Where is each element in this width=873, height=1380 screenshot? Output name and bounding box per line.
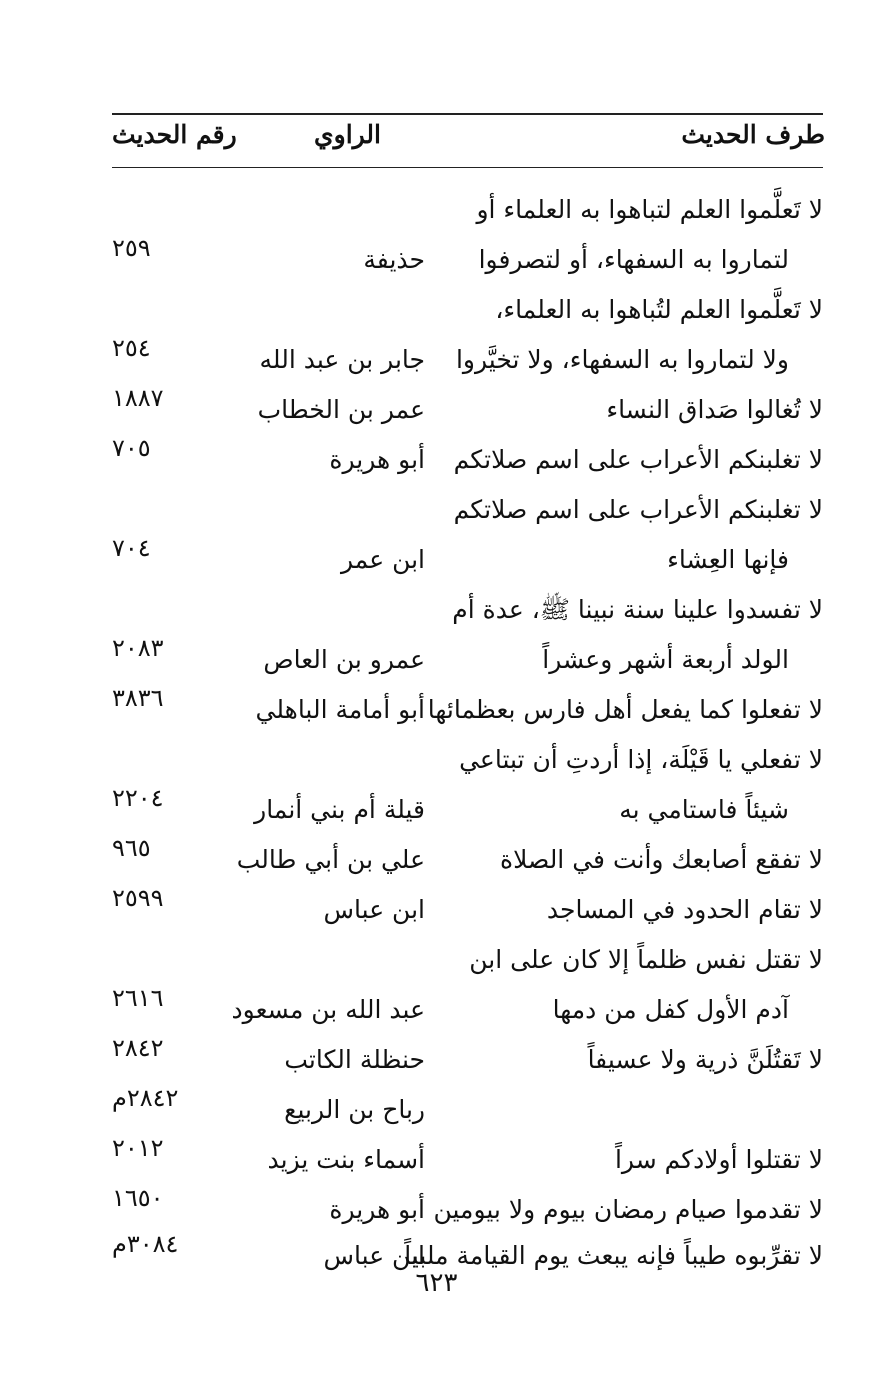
table-row [112, 1036, 823, 1084]
table-row [112, 636, 823, 684]
hadith-number: ٢٨٤٢م [112, 1084, 179, 1112]
narrator: أبو هريرة [329, 1195, 425, 1224]
narrator: حذيفة [363, 245, 425, 274]
hadith-number: ٣٠٨٤م [112, 1230, 179, 1258]
hadith-text: شيئاً فاستامي به [619, 795, 789, 824]
table-row [112, 886, 823, 934]
hadith-text: فإنها العِشاء [667, 545, 789, 574]
hadith-number: ١٨٨٧ [112, 384, 164, 412]
hadith-number: ٢٠١٢ [112, 1134, 164, 1162]
hadith-text: الولد أربعة أشهر وعشراً [542, 645, 789, 674]
table-row [112, 786, 823, 834]
narrator: علي بن أبي طالب [236, 845, 425, 874]
narrator: عمرو بن العاص [263, 645, 425, 674]
table-row [112, 286, 823, 334]
table-row [112, 536, 823, 584]
narrator: أبو هريرة [329, 445, 425, 474]
narrator: ابن عباس [323, 1241, 425, 1270]
table-row [112, 736, 823, 784]
hadith-text: لتماروا به السفهاء، أو لتصرفوا [478, 245, 789, 274]
narrator: أسماء بنت يزيد [267, 1145, 425, 1174]
hadith-text: لا تفقع أصابعك وأنت في الصلاة [500, 845, 823, 874]
narrator: عمر بن الخطاب [257, 395, 425, 424]
table-row [112, 1186, 823, 1234]
hadith-text: لا تفعلي يا قَيْلَة، إذا أردتِ أن تبتاعي [459, 745, 823, 774]
narrator: رباح بن الربيع [284, 1095, 425, 1124]
table-row [112, 586, 823, 634]
table-row [112, 436, 823, 484]
narrator: عبد الله بن مسعود [231, 995, 425, 1024]
table-row [112, 836, 823, 884]
narrator: أبو أمامة الباهلي [255, 695, 425, 724]
page-number: ٦٢٣ [415, 1268, 458, 1298]
narrator: حنظلة الكاتب [284, 1045, 425, 1074]
hadith-number: ٢٦١٦ [112, 984, 164, 1012]
table-row [112, 1136, 823, 1184]
hadith-number: ١٦٥٠ [112, 1184, 164, 1212]
hadith-text: ولا لتماروا به السفهاء، ولا تخيَّروا [455, 345, 789, 374]
hadith-number: ٣٨٣٦ [112, 684, 164, 712]
table-row [112, 986, 823, 1034]
hadith-number: ٢٠٨٣ [112, 634, 164, 662]
header-rule [112, 167, 823, 168]
header-text-column: طرف الحديث [681, 120, 825, 149]
top-rule [112, 113, 823, 115]
narrator: ابن عمر [340, 545, 425, 574]
hadith-text: لا تقام الحدود في المساجد [546, 895, 823, 924]
hadith-text: لا تَعلَّموا العلم لتباهوا به العلماء أو [476, 195, 823, 224]
hadith-text: لا تَقتُلَنَّ ذرية ولا عسيفاً [587, 1045, 823, 1074]
table-row [112, 386, 823, 434]
hadith-number: ٧٠٤ [112, 534, 151, 562]
hadith-text: لا تقتلوا أولادكم سراً [614, 1145, 823, 1174]
hadith-text: لا تغلبنكم الأعراب على اسم صلاتكم [453, 445, 823, 474]
table-row [112, 686, 823, 734]
table-row [112, 336, 823, 384]
hadith-text: لا تفعلوا كما يفعل أهل فارس بعظمائها [427, 695, 823, 724]
narrator: ابن عباس [323, 895, 425, 924]
hadith-number: ٢٥٤ [112, 334, 151, 362]
hadith-number: ٢٥٩٩ [112, 884, 164, 912]
table-row [112, 236, 823, 284]
hadith-text: لا تقرِّبوه طيباً فإنه يبعث يوم القيامة ملبياً [404, 1241, 823, 1270]
hadith-text: لا تُغالوا صَداق النساء [606, 395, 823, 424]
hadith-number: ٧٠٥ [112, 434, 151, 462]
narrator: قيلة أم بني أنمار [254, 795, 425, 824]
table-row [112, 1086, 823, 1134]
hadith-text: لا تفسدوا علينا سنة نبينا ﷺ، عدة أم [452, 595, 823, 624]
hadith-number: ٢٥٩ [112, 234, 151, 262]
hadith-number: ٢٨٤٢ [112, 1034, 164, 1062]
hadith-number: ٢٢٠٤ [112, 784, 164, 812]
table-row [112, 936, 823, 984]
hadith-text: آدم الأول كفل من دمها [552, 995, 789, 1024]
hadith-text: لا تَعلَّموا العلم لتُباهوا به العلماء، [495, 295, 823, 324]
hadith-text: لا تقدموا صيام رمضان بيوم ولا بيومين [433, 1195, 823, 1224]
table-row [112, 486, 823, 534]
narrator: جابر بن عبد الله [259, 345, 425, 374]
hadith-text: لا تغلبنكم الأعراب على اسم صلاتكم [453, 495, 823, 524]
header-number-column: رقم الحديث [112, 120, 237, 149]
hadith-text: لا تقتل نفس ظلماً إلا كان على ابن [469, 945, 823, 974]
hadith-number: ٩٦٥ [112, 834, 151, 862]
header-narrator-column: الراوي [314, 120, 381, 149]
table-row [112, 186, 823, 234]
